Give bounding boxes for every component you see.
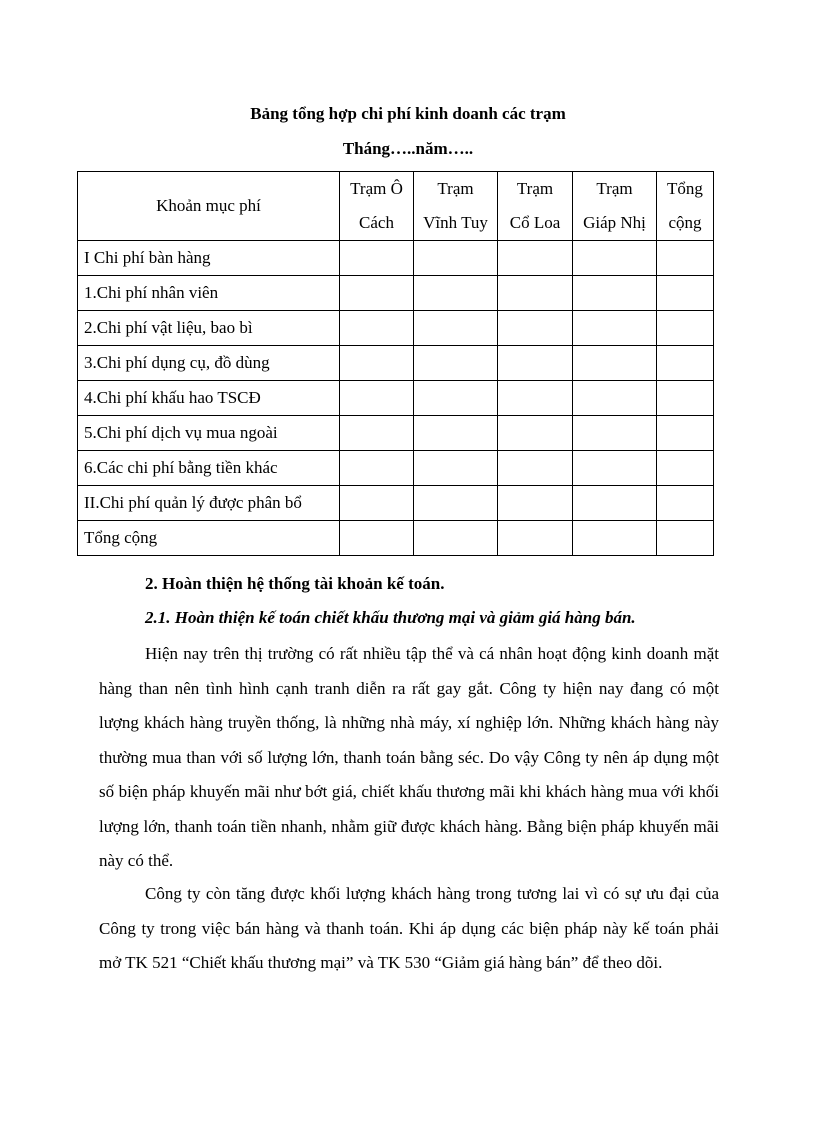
value-cell: [414, 521, 498, 556]
value-cell: [573, 276, 657, 311]
value-cell: [498, 241, 573, 276]
value-cell: [498, 381, 573, 416]
value-cell: [340, 521, 414, 556]
value-cell: [340, 486, 414, 521]
value-cell: [498, 416, 573, 451]
value-cell: [657, 346, 714, 381]
paragraph-2: Công ty còn tăng được khối lượng khách hàng trong tương lai vì có sự ưu đại của Công ty trong việc bán hàng và thanh toán. Khi áp dụng các biện pháp này kế toán phải mở TK 521 “Chiết khấu thương mại” và TK 530 “Giảm giá hàng bán” để theo dõi.: [99, 884, 719, 972]
value-cell: [573, 521, 657, 556]
table-header-row: [78, 172, 714, 241]
row-label: 4.Chi phí khấu hao TSCĐ: [78, 381, 340, 416]
table-row: [78, 276, 714, 311]
section-heading: 2. Hoàn thiện hệ thống tài khoản kế toán.: [145, 574, 445, 593]
value-cell: [657, 486, 714, 521]
value-cell: [657, 381, 714, 416]
table-row: [78, 311, 714, 346]
value-cell: [498, 346, 573, 381]
value-cell: [573, 451, 657, 486]
section-subheading: 2.1. Hoàn thiện kế toán chiết khấu thương mại và giảm giá hàng bán.: [145, 608, 636, 627]
header-cell-giap-nhi: Trạm Giáp Nhị: [573, 172, 657, 241]
value-cell: [414, 381, 498, 416]
table-subtitle: Tháng…..năm…..: [342, 139, 474, 158]
header-cell-co-loa: Trạm Cổ Loa: [498, 172, 573, 241]
value-cell: [573, 241, 657, 276]
value-cell: [573, 486, 657, 521]
row-label: 5.Chi phí dịch vụ mua ngoài: [78, 416, 340, 451]
value-cell: [414, 241, 498, 276]
value-cell: [340, 241, 414, 276]
header-cell-total: Tổng cộng: [657, 172, 714, 241]
table-row: [78, 416, 714, 451]
value-cell: [573, 311, 657, 346]
header-cell-item: Khoản mục phí: [78, 172, 340, 241]
value-cell: [657, 521, 714, 556]
value-cell: [498, 486, 573, 521]
value-cell: [498, 311, 573, 346]
value-cell: [573, 346, 657, 381]
row-label: 2.Chi phí vật liệu, bao bì: [78, 311, 340, 346]
row-label: I Chi phí bàn hàng: [78, 241, 340, 276]
value-cell: [414, 416, 498, 451]
value-cell: [340, 381, 414, 416]
row-label: 3.Chi phí dụng cụ, đồ dùng: [78, 346, 340, 381]
value-cell: [657, 241, 714, 276]
cost-summary-table: [77, 171, 714, 556]
header-cell-o-cach: Trạm Ô Cách: [340, 172, 414, 241]
value-cell: [340, 311, 414, 346]
value-cell: [657, 276, 714, 311]
table-body: [78, 241, 714, 556]
value-cell: [340, 276, 414, 311]
row-label: 6.Các chi phí bằng tiền khác: [78, 451, 340, 486]
value-cell: [573, 416, 657, 451]
row-label: 1.Chi phí nhân viên: [78, 276, 340, 311]
value-cell: [340, 451, 414, 486]
value-cell: [414, 311, 498, 346]
value-cell: [498, 451, 573, 486]
value-cell: [498, 276, 573, 311]
paragraph-1: Hiện nay trên thị trường có rất nhiều tập thể và cá nhân hoạt động kinh doanh mặt hàng than nên tình hình cạnh tranh diễn ra rất gay gắt. Công ty hiện nay đang có một lượng khách hàng truyền thống, là những nhà máy, xí nghiệp lớn. Những khách hàng này thường mua than với số lượng lớn, thanh toán bằng séc. Do vậy Công ty nên áp dụng một số biện pháp khuyến mãi như bớt giá, chiết khấu thương mãi khi khách hàng mua với khối lượng lớn, thanh toán tiền nhanh, nhằm giữ được khách hàng. Bằng biện pháp khuyến mãi này có thể.: [99, 644, 719, 870]
row-label: Tổng cộng: [78, 521, 340, 556]
table-row: [78, 451, 714, 486]
row-label: II.Chi phí quản lý được phân bổ: [78, 486, 340, 521]
value-cell: [414, 486, 498, 521]
table-row: [78, 346, 714, 381]
table-row: [78, 521, 714, 556]
table-row: [78, 486, 714, 521]
value-cell: [657, 416, 714, 451]
value-cell: [414, 276, 498, 311]
value-cell: [657, 311, 714, 346]
value-cell: [414, 346, 498, 381]
value-cell: [657, 451, 714, 486]
header-cell-vinh-tuy: Trạm Vĩnh Tuy: [414, 172, 498, 241]
value-cell: [573, 381, 657, 416]
value-cell: [340, 416, 414, 451]
table-row: [78, 241, 714, 276]
table-row: [78, 381, 714, 416]
table-title: Bảng tổng hợp chi phí kinh doanh các trạm: [250, 104, 566, 123]
value-cell: [414, 451, 498, 486]
value-cell: [498, 521, 573, 556]
value-cell: [340, 346, 414, 381]
